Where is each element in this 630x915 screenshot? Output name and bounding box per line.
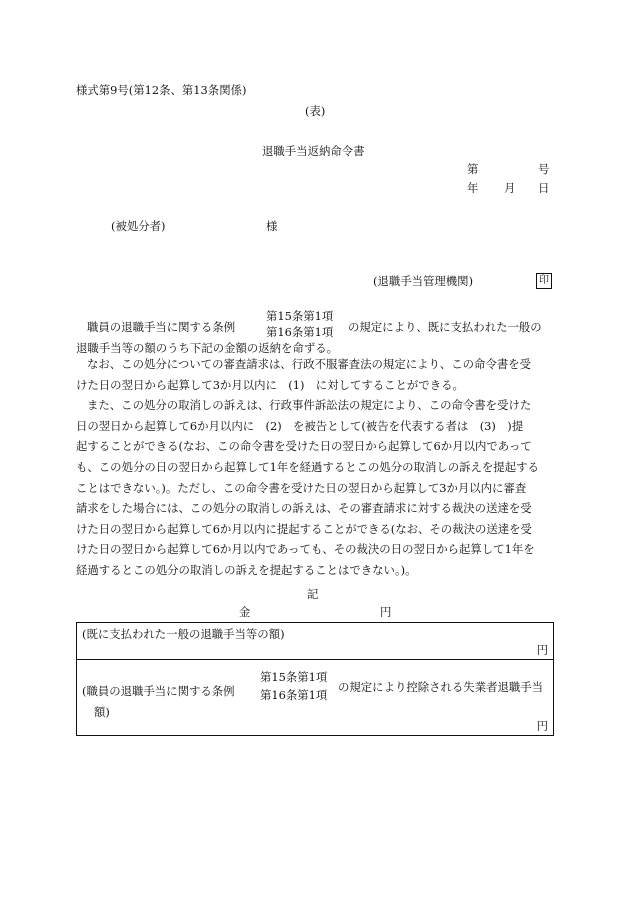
- p2-line: なお、この処分についての審査請求は、行政不服審査法の規定により、この命令書を受: [87, 357, 532, 371]
- p3-line: 経過するとこの処分の取消しの訴えを提起することはできない。)。: [76, 562, 417, 577]
- row2-line2: 額): [94, 705, 110, 719]
- row2-unit: 円: [536, 719, 548, 733]
- p3-line: 請求をした場合には、この処分の取消しの訴えは、その審査請求に対する裁決の送達を受: [76, 501, 532, 516]
- recipient-sama: 様: [266, 219, 278, 233]
- ki-heading: 記: [307, 587, 319, 601]
- p1-line2: 退職手当等の額のうち下記の金額の返納を命ずる。: [76, 341, 338, 355]
- date-year: 年: [467, 181, 479, 195]
- amount-table: [76, 622, 554, 736]
- amount-kin: 金: [239, 605, 251, 619]
- p3-line: けた日の翌日から起算して6か月以内に提起することができる(なお、その裁決の送達を受: [76, 521, 532, 536]
- article-option-15: 第15条第1項: [266, 309, 334, 323]
- form-number: 様式第9号(第12条、第13条関係): [76, 83, 247, 97]
- date-month: 月: [504, 181, 516, 195]
- p3-line: また、この処分の取消しの訴えは、行政事件訴訟法の規定により、この命令書を受けた: [87, 398, 532, 413]
- p1-suffix: の規定により、既に支払われた一般の: [348, 320, 542, 334]
- form-side: (表): [305, 104, 326, 118]
- recipient-label: (被処分者): [111, 219, 166, 233]
- p3-line: けた日の翌日から起算して6か月以内であっても、その裁決の日の翌日から起算して1年を: [76, 542, 535, 557]
- doc-number-go: 号: [538, 162, 550, 176]
- p3-line: 起することができる(なお、この命令書を受けた日の翌日から起算して6か月以内であって: [76, 439, 532, 454]
- row1-label: (既に支払われた一般の退職手当等の額): [82, 627, 285, 641]
- row2-article-16: 第16条第1項: [260, 688, 328, 702]
- row1-unit: 円: [536, 643, 548, 657]
- p3-line: ことはできない。)。ただし、この命令書を受けた日の翌日から起算して3か月以内に審査: [76, 480, 527, 495]
- row2-suffix: の規定により控除される失業者退職手当: [338, 680, 544, 694]
- article-option-16: 第16条第1項: [266, 325, 334, 339]
- p3-line: も、この処分の日の翌日から起算して1年を経過するとこの処分の取消しの訴えを提起する: [76, 459, 539, 474]
- doc-number-dai: 第: [467, 162, 479, 176]
- document-title: 退職手当返納命令書: [262, 144, 365, 158]
- row2-article-15: 第15条第1項: [260, 670, 328, 684]
- p3-line: 日の翌日から起算して6か月以内に (2) を被告として(被告を代表する者は (3) )提: [76, 418, 524, 433]
- row2-prefix: (職員の退職手当に関する条例: [82, 684, 235, 698]
- issuer-label: (退職手当管理機関): [373, 274, 474, 288]
- body-paragraphs: [76, 354, 554, 581]
- p2-line: けた日の翌日から起算して3か月以内に (1) に対してすることができる。: [76, 377, 464, 392]
- table-divider: [77, 659, 553, 660]
- amount-yen: 円: [380, 605, 392, 619]
- date-day: 日: [538, 181, 550, 195]
- seal-mark: 印: [536, 273, 552, 289]
- p1-prefix: 職員の退職手当に関する条例: [87, 320, 236, 334]
